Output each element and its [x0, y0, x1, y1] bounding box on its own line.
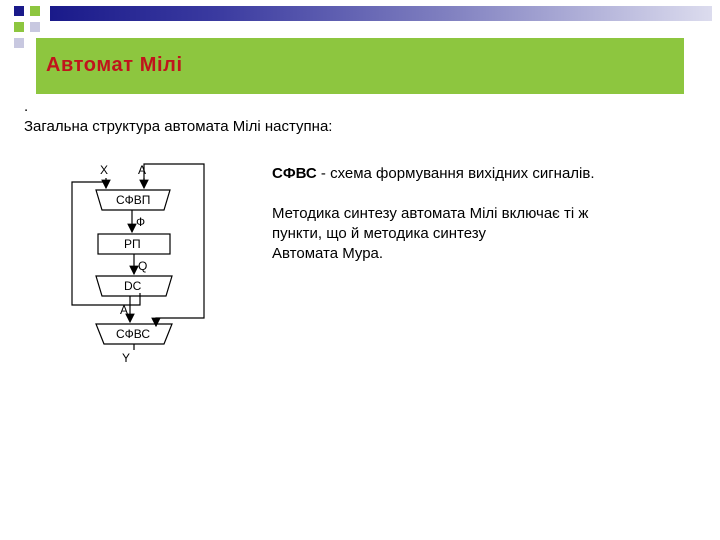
label-x: X	[100, 163, 109, 177]
method-line-3: Автомата Мура.	[272, 245, 384, 262]
method-line-2: пункти, що й методика синтезу	[272, 225, 486, 242]
bullet-dot: .	[24, 98, 29, 115]
header-decor-square	[30, 6, 40, 16]
method-line-1: Методика синтезу автомата Мілі включає ті ж	[272, 205, 589, 222]
header-decor-square	[30, 22, 40, 32]
label-q: Q	[138, 259, 148, 273]
label-y: Y	[122, 351, 131, 365]
header-decor-square	[14, 6, 24, 16]
label-a: A	[120, 303, 129, 317]
definition-text: - схема формування вихідних сигналів.	[316, 165, 595, 182]
header-decor-square	[14, 22, 24, 32]
external-line-right	[144, 164, 204, 326]
header-decor-band	[50, 6, 712, 21]
definition-line	[272, 164, 692, 184]
mealy-structure-diagram	[60, 158, 230, 378]
header-decor-square	[14, 38, 24, 48]
slide-title: Автомат Мілі	[46, 54, 183, 76]
title-bar	[36, 38, 684, 94]
label-sfvs: СФВС	[116, 327, 151, 341]
definition-term: СФВС	[272, 165, 317, 182]
explanation-text	[272, 164, 692, 264]
intro-text: Загальна структура автомата Мілі наступна:	[24, 118, 333, 135]
label-sfvp: СФВП	[116, 193, 151, 207]
label-dc: DC	[124, 279, 142, 293]
label-rp: РП	[124, 237, 141, 251]
diagram-svg	[60, 158, 230, 373]
label-a-in: A	[138, 163, 147, 177]
label-phi: Ф	[136, 215, 146, 229]
